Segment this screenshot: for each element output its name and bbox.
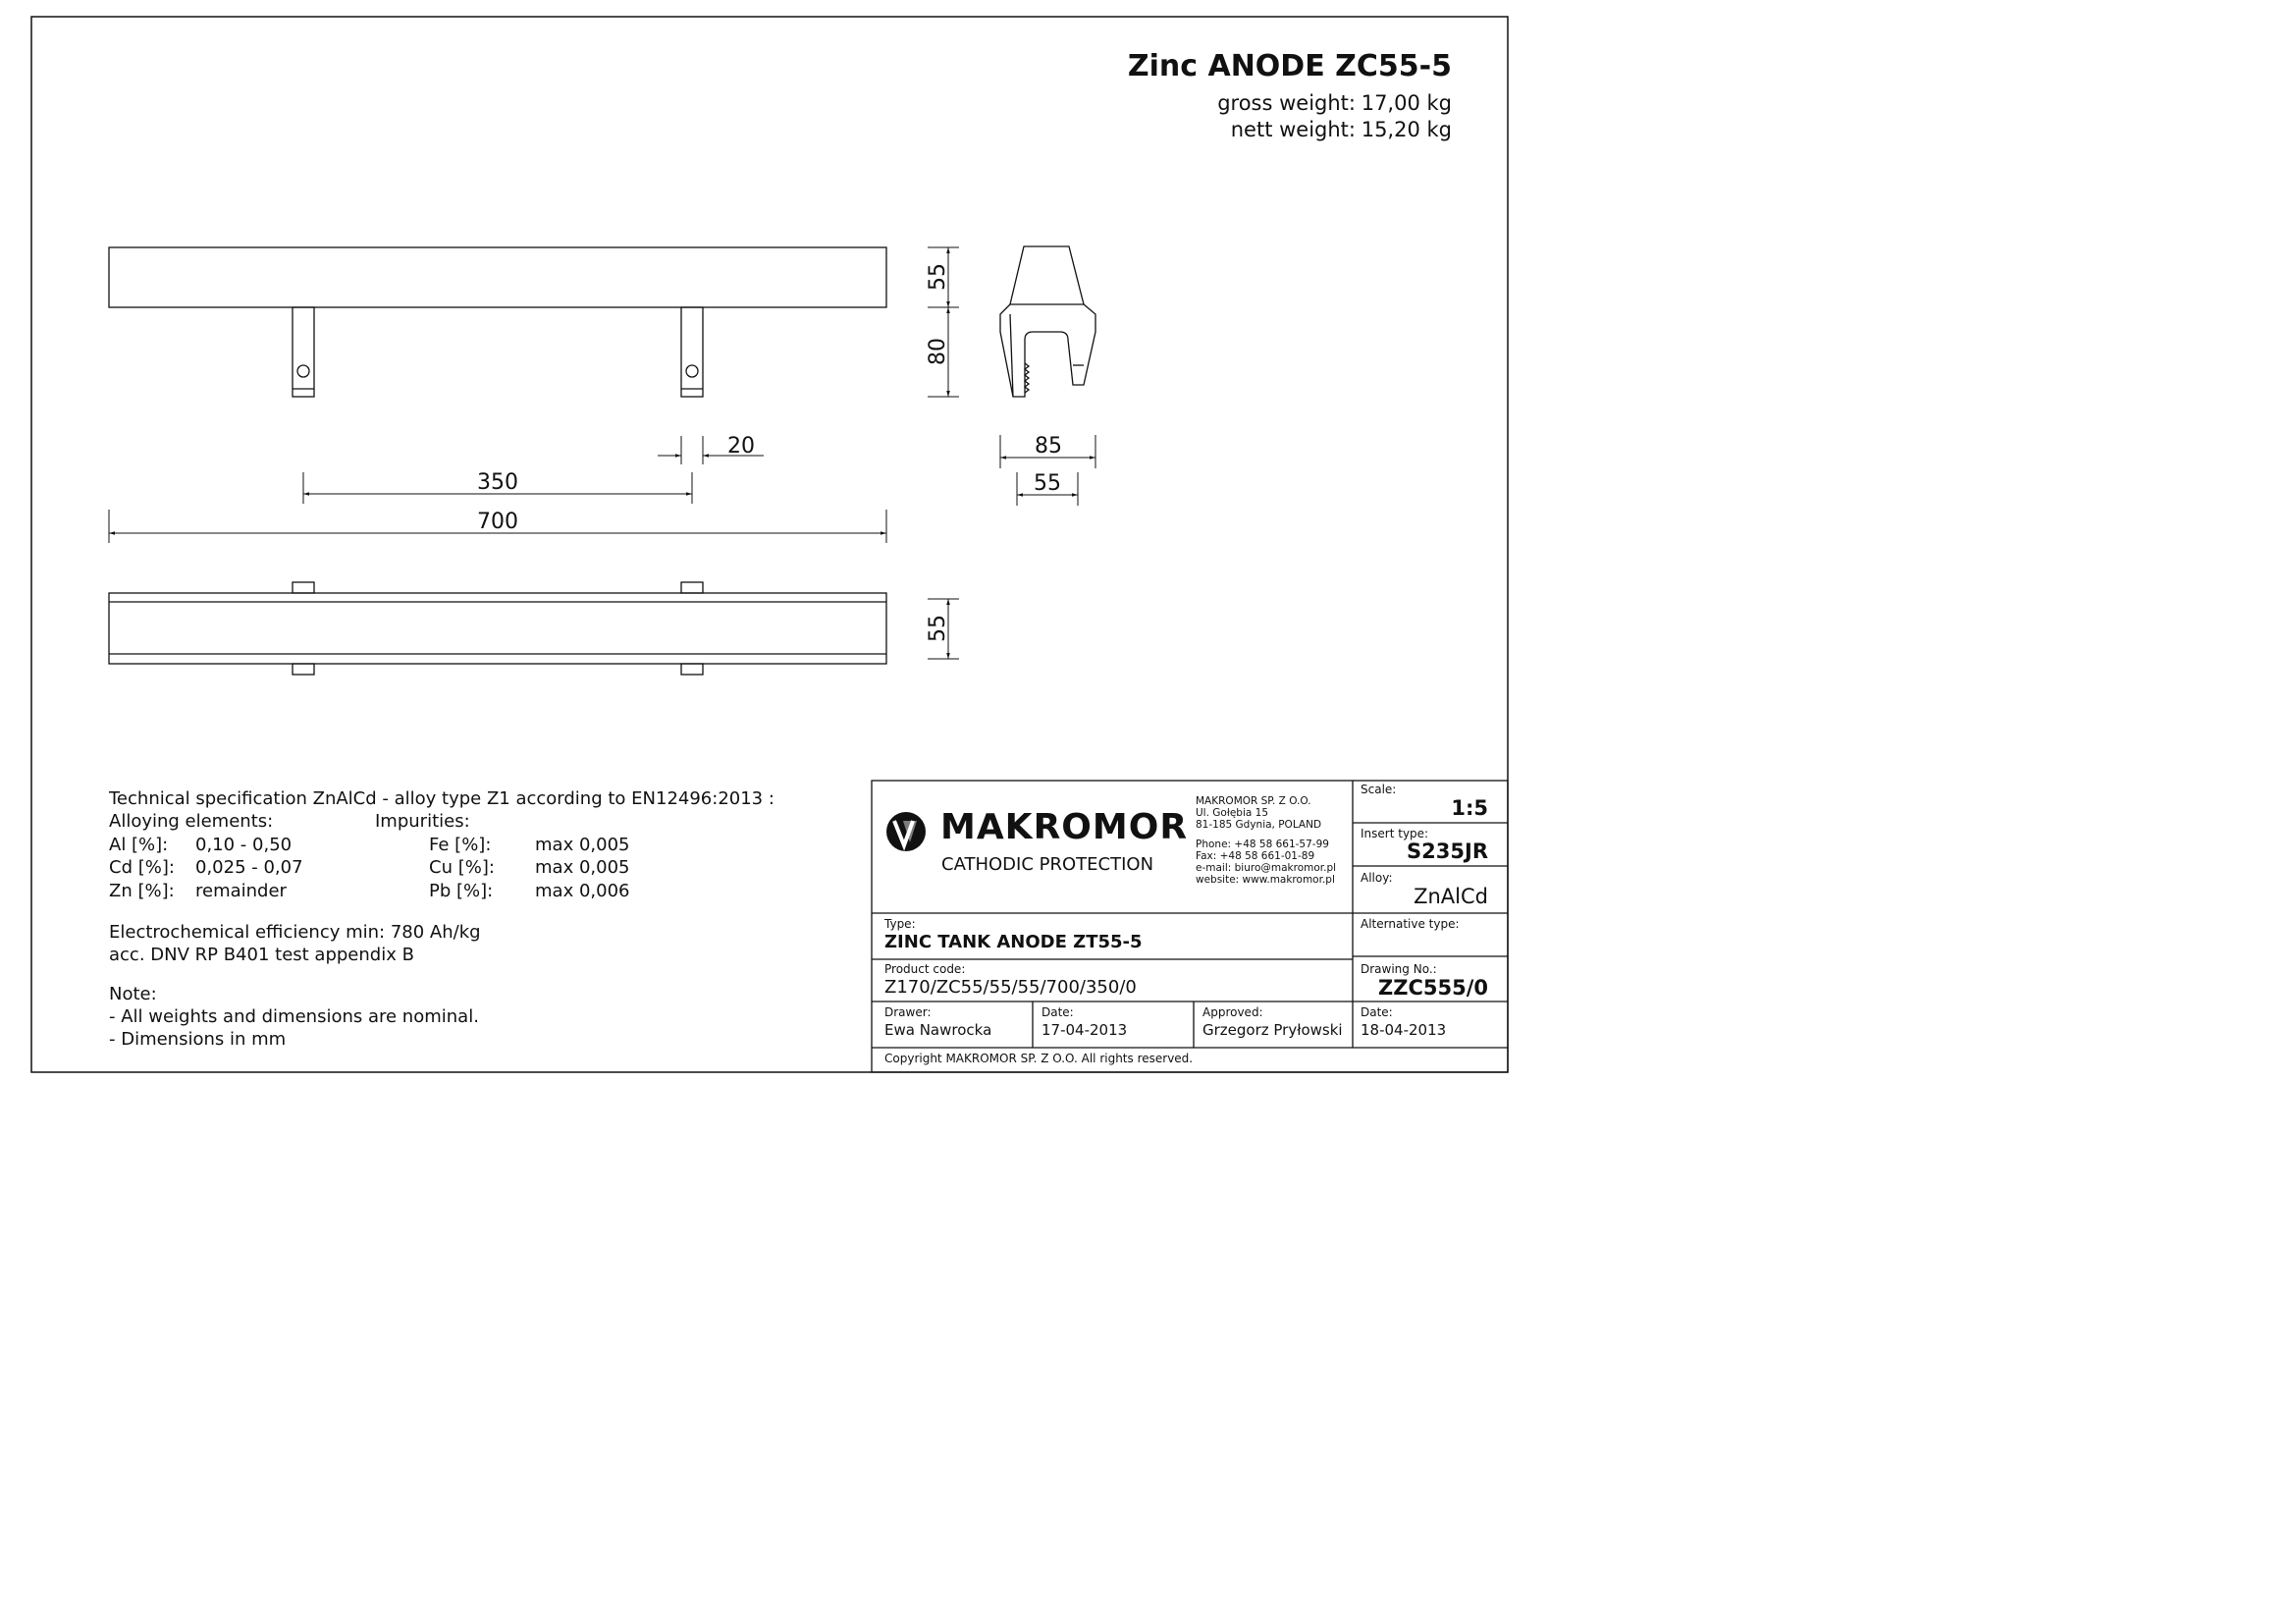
side-view <box>1000 246 1095 397</box>
insert-type-value: S235JR <box>1407 839 1488 863</box>
note-line: - Dimensions in mm <box>109 1029 287 1050</box>
dim-700: 700 <box>477 510 518 534</box>
dim-85: 85 <box>1035 434 1062 459</box>
address-line: 81-185 Gdynia, POLAND <box>1196 819 1322 831</box>
impurity-element: Pb [%]: <box>429 881 494 901</box>
type-label: Type: <box>884 917 916 931</box>
dim-80-height: 80 <box>926 338 950 365</box>
dim-55-width: 55 <box>1034 471 1061 496</box>
alloy-value: ZnAlCd <box>1414 885 1488 908</box>
gross-weight-label: gross weight: <box>1217 91 1356 115</box>
dim-55-height: 55 <box>926 263 950 291</box>
date-created-label: Date: <box>1041 1005 1074 1019</box>
impurity-value: max 0,005 <box>535 835 630 855</box>
alloying-heading: Alloying elements: <box>109 811 274 832</box>
anode-trapezoid <box>1010 246 1084 304</box>
plan-view <box>109 582 886 675</box>
scale-value: 1:5 <box>1451 796 1488 820</box>
approved-value: Grzegorz Pryłowski <box>1202 1021 1343 1039</box>
impurity-value: max 0,005 <box>535 857 630 878</box>
nett-weight-value: 15,20 kg <box>1361 118 1452 141</box>
date-approved-value: 18-04-2013 <box>1361 1021 1447 1039</box>
address-line: Fax: +48 58 661-01-89 <box>1196 850 1315 862</box>
type-value: ZINC TANK ANODE ZT55-5 <box>884 932 1143 952</box>
impurity-value: max 0,006 <box>535 881 630 901</box>
date-created-value: 17-04-2013 <box>1041 1021 1128 1039</box>
address-line: website: www.makromor.pl <box>1196 874 1335 886</box>
address-line <box>1196 831 1336 839</box>
efficiency-line-2: acc. DNV RP B401 test appendix B <box>109 945 414 965</box>
drawer-value: Ewa Nawrocka <box>884 1021 992 1039</box>
anode-body-front <box>109 247 886 307</box>
alloy-element: Al [%]: <box>109 835 169 855</box>
dim-20: 20 <box>727 434 755 459</box>
alloy-value: 0,025 - 0,07 <box>195 857 303 878</box>
drawing-no-value: ZZC555/0 <box>1378 976 1488 1000</box>
copyright: Copyright MAKROMOR SP. Z O.O. All rights reserved. <box>884 1052 1194 1065</box>
alloy-value: 0,10 - 0,50 <box>195 835 293 855</box>
address-line: MAKROMOR SP. Z O.O. <box>1196 795 1311 807</box>
makromor-logo-icon <box>886 812 926 851</box>
company-address <box>1196 795 1336 886</box>
date-approved-label: Date: <box>1361 1005 1393 1019</box>
anode-body-plan <box>109 593 886 664</box>
scale-label: Scale: <box>1361 783 1397 796</box>
alloy-value: remainder <box>195 881 287 901</box>
company-tagline: CATHODIC PROTECTION <box>941 854 1154 875</box>
technical-drawing <box>0 0 1531 1083</box>
efficiency-line-1: Electrochemical efficiency min: 780 Ah/kg <box>109 922 481 943</box>
product-code-label: Product code: <box>884 962 966 976</box>
spec-heading: Technical specification ZnAlCd - alloy type Z1 according to EN12496:2013 : <box>109 788 774 809</box>
gross-weight-value: 17,00 kg <box>1361 91 1452 115</box>
alloy-label: Alloy: <box>1361 871 1393 885</box>
address-line: Ul. Gołębia 15 <box>1196 807 1268 819</box>
dim-350: 350 <box>477 470 518 495</box>
nett-weight-label: nett weight: <box>1230 118 1356 141</box>
impurity-element: Fe [%]: <box>429 835 492 855</box>
sheet-border <box>31 17 1508 1072</box>
insert-profile <box>1000 304 1095 397</box>
insert-left <box>293 307 314 397</box>
impurity-element: Cu [%]: <box>429 857 495 878</box>
product-code-value: Z170/ZC55/55/55/700/350/0 <box>884 977 1137 998</box>
front-view <box>109 247 886 397</box>
impurities-heading: Impurities: <box>375 811 470 832</box>
alternative-type-label: Alternative type: <box>1361 917 1460 931</box>
insert-right <box>681 307 703 397</box>
note-line: - All weights and dimensions are nominal. <box>109 1006 479 1027</box>
drawer-label: Drawer: <box>884 1005 932 1019</box>
address-line: Phone: +48 58 661-57-99 <box>1196 839 1329 850</box>
address-line: e-mail: biuro@makromor.pl <box>1196 862 1337 874</box>
company-name: MAKROMOR <box>940 807 1189 847</box>
alloy-element: Cd [%]: <box>109 857 175 878</box>
dim-55-plan: 55 <box>926 615 950 642</box>
note-heading: Note: <box>109 984 157 1004</box>
drawing-title: Zinc ANODE ZC55-5 <box>1127 49 1452 83</box>
approved-label: Approved: <box>1202 1005 1263 1019</box>
insert-type-label: Insert type: <box>1361 827 1429 840</box>
drawing-no-label: Drawing No.: <box>1361 962 1437 976</box>
alloy-element: Zn [%]: <box>109 881 175 901</box>
